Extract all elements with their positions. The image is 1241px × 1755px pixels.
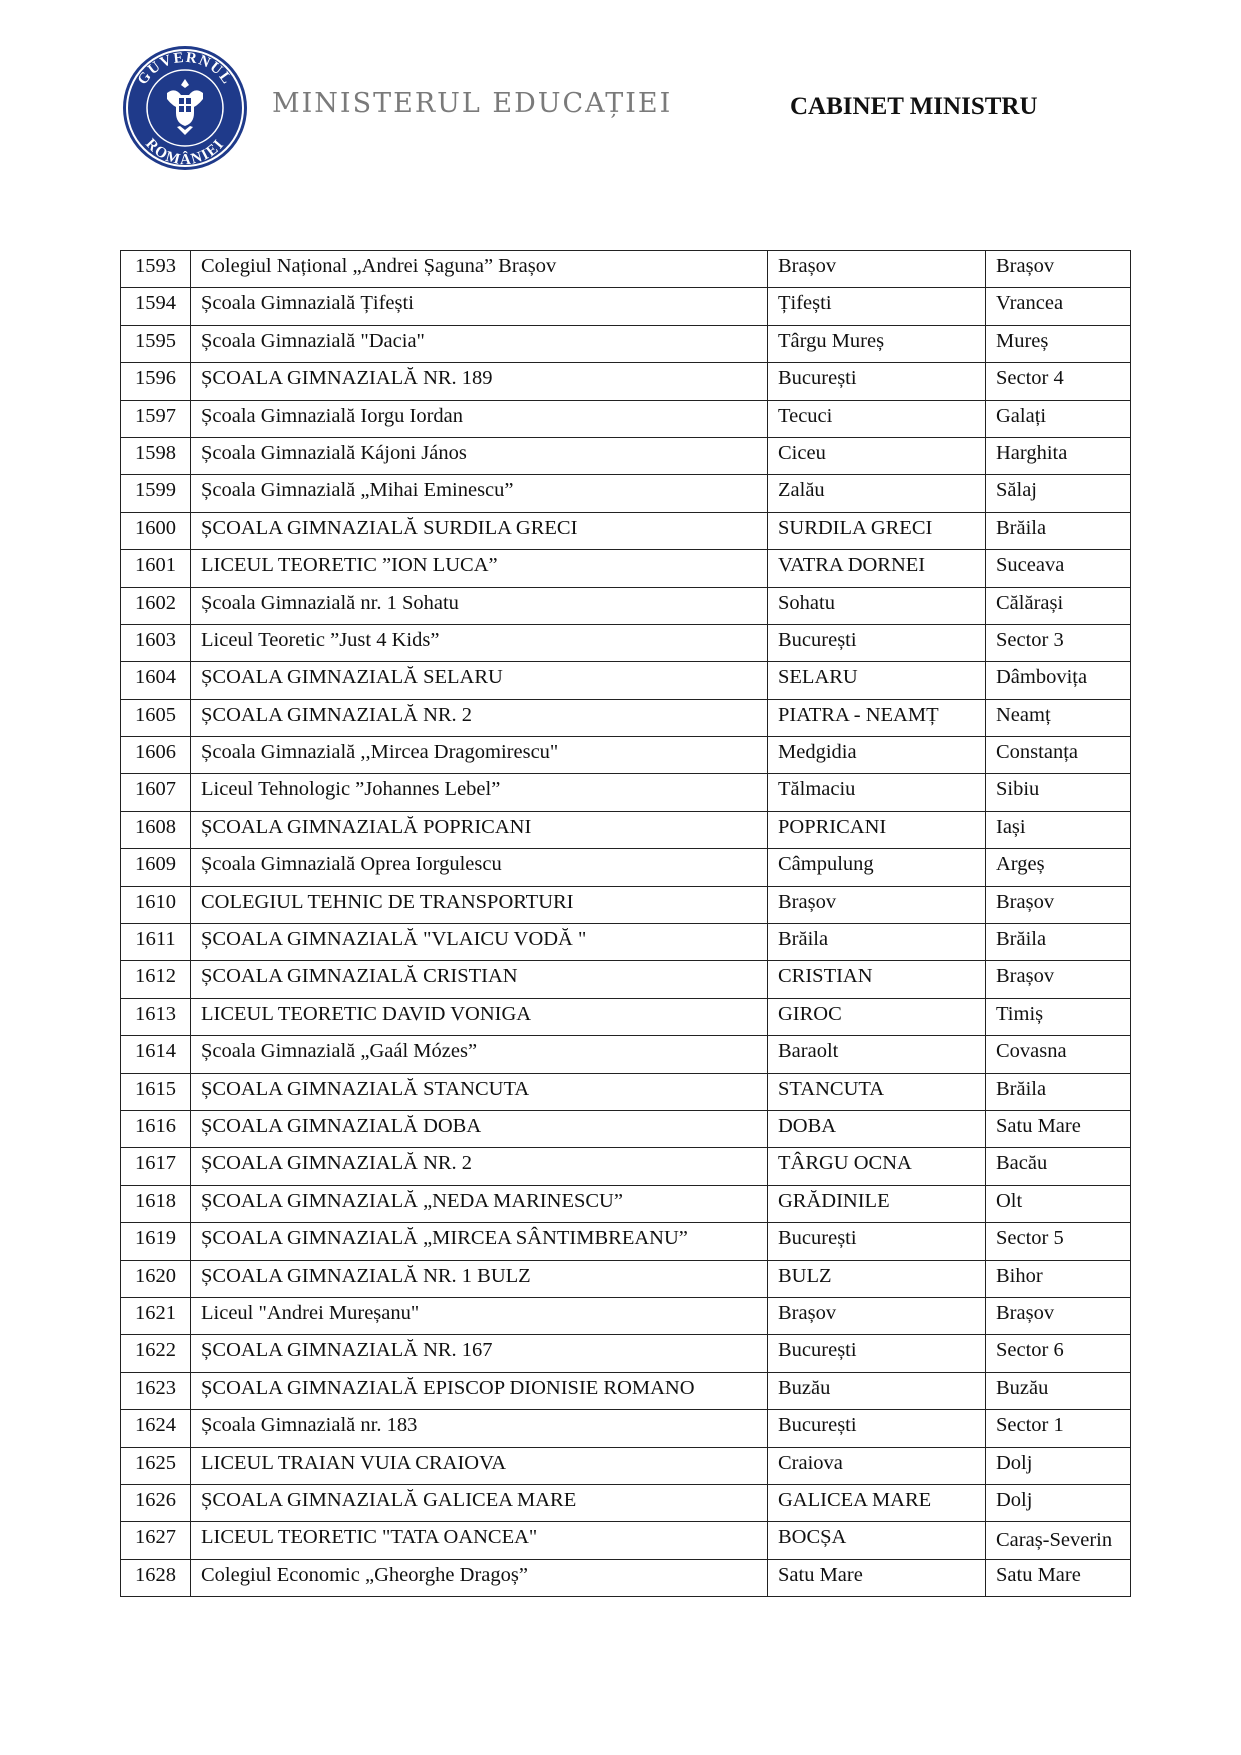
- locality: București: [768, 363, 986, 400]
- county: Harghita: [986, 437, 1131, 474]
- table-row: [121, 811, 1131, 848]
- row-number: 1613: [121, 998, 191, 1035]
- row-number: 1622: [121, 1335, 191, 1372]
- table-row: [121, 1297, 1131, 1334]
- locality: BOCȘA: [768, 1522, 986, 1559]
- table-row: [121, 1223, 1131, 1260]
- county: Buzău: [986, 1372, 1131, 1409]
- ministry-name: MINISTERUL EDUCAȚIEI: [272, 88, 673, 119]
- row-number: 1600: [121, 512, 191, 549]
- table-row: [121, 288, 1131, 325]
- county: Sălaj: [986, 475, 1131, 512]
- county: Brașov: [986, 961, 1131, 998]
- row-number: 1605: [121, 699, 191, 736]
- locality: TÂRGU OCNA: [768, 1148, 986, 1185]
- table-row: [121, 1522, 1131, 1559]
- county: Suceava: [986, 550, 1131, 587]
- school-name: ȘCOALA GIMNAZIALĂ CRISTIAN: [191, 961, 768, 998]
- school-name: ȘCOALA GIMNAZIALĂ SURDILA GRECI: [191, 512, 768, 549]
- svg-text:ROMÂNIEI: ROMÂNIEI: [142, 135, 228, 169]
- county: Brăila: [986, 1073, 1131, 1110]
- county: Sector 1: [986, 1410, 1131, 1447]
- county: Timiș: [986, 998, 1131, 1035]
- locality: Brașov: [768, 251, 986, 288]
- row-number: 1612: [121, 961, 191, 998]
- county: Bacău: [986, 1148, 1131, 1185]
- schools-table-container: [120, 250, 1130, 1597]
- table-row: [121, 1036, 1131, 1073]
- row-number: 1597: [121, 400, 191, 437]
- locality: VATRA DORNEI: [768, 550, 986, 587]
- table-row: [121, 437, 1131, 474]
- row-number: 1621: [121, 1297, 191, 1334]
- school-name: Școala Gimnazială „Gaál Mózes”: [191, 1036, 768, 1073]
- school-name: ȘCOALA GIMNAZIALĂ NR. 2: [191, 699, 768, 736]
- locality: Satu Mare: [768, 1559, 986, 1596]
- row-number: 1602: [121, 587, 191, 624]
- table-row: [121, 325, 1131, 362]
- table-row: [121, 475, 1131, 512]
- county: Sector 5: [986, 1223, 1131, 1260]
- school-name: Liceul "Andrei Mureșanu": [191, 1297, 768, 1334]
- county: Sector 6: [986, 1335, 1131, 1372]
- locality: DOBA: [768, 1110, 986, 1147]
- school-name: Școala Gimnazială "Dacia": [191, 325, 768, 362]
- row-number: 1607: [121, 774, 191, 811]
- county: Sector 3: [986, 624, 1131, 661]
- table-row: [121, 961, 1131, 998]
- county: Sibiu: [986, 774, 1131, 811]
- county: Argeș: [986, 849, 1131, 886]
- table-row: [121, 1372, 1131, 1409]
- table-row: [121, 1484, 1131, 1521]
- locality: GRĂDINILE: [768, 1185, 986, 1222]
- locality: Medgidia: [768, 737, 986, 774]
- county: Dolj: [986, 1484, 1131, 1521]
- locality: Baraolt: [768, 1036, 986, 1073]
- locality: GALICEA MARE: [768, 1484, 986, 1521]
- row-number: 1618: [121, 1185, 191, 1222]
- locality: Zalău: [768, 475, 986, 512]
- school-name: Școala Gimnazială Oprea Iorgulescu: [191, 849, 768, 886]
- row-number: 1596: [121, 363, 191, 400]
- table-row: [121, 1410, 1131, 1447]
- locality: BULZ: [768, 1260, 986, 1297]
- county: Caraș-​Severin: [986, 1522, 1131, 1559]
- table-row: [121, 1073, 1131, 1110]
- locality: SELARU: [768, 662, 986, 699]
- row-number: 1628: [121, 1559, 191, 1596]
- county: Bihor: [986, 1260, 1131, 1297]
- table-row: [121, 737, 1131, 774]
- row-number: 1616: [121, 1110, 191, 1147]
- county: Satu Mare: [986, 1110, 1131, 1147]
- school-name: ȘCOALA GIMNAZIALĂ "VLAICU VODĂ ": [191, 924, 768, 961]
- school-name: Școala Gimnazială Iorgu Iordan: [191, 400, 768, 437]
- row-number: 1615: [121, 1073, 191, 1110]
- school-name: ȘCOALA GIMNAZIALĂ NR. 167: [191, 1335, 768, 1372]
- svg-text:GUVERNUL: GUVERNUL: [134, 49, 236, 88]
- locality: Brăila: [768, 924, 986, 961]
- county: Brăila: [986, 512, 1131, 549]
- county: Covasna: [986, 1036, 1131, 1073]
- school-name: Școala Gimnazială nr. 1 Sohatu: [191, 587, 768, 624]
- table-row: [121, 1335, 1131, 1372]
- county: Neamț: [986, 699, 1131, 736]
- county: Dâmbovița: [986, 662, 1131, 699]
- county: Brașov: [986, 1297, 1131, 1334]
- county: Vrancea: [986, 288, 1131, 325]
- locality: SURDILA GRECI: [768, 512, 986, 549]
- row-number: 1608: [121, 811, 191, 848]
- school-name: ȘCOALA GIMNAZIALĂ NR. 189: [191, 363, 768, 400]
- school-name: Liceul Teoretic ”Just 4 Kids”: [191, 624, 768, 661]
- locality: Tălmaciu: [768, 774, 986, 811]
- locality: CRISTIAN: [768, 961, 986, 998]
- row-number: 1603: [121, 624, 191, 661]
- locality: PIATRA - NEAMȚ: [768, 699, 986, 736]
- school-name: Școala Gimnazială Kájoni János: [191, 437, 768, 474]
- school-name: LICEUL TEORETIC ”ION LUCA”: [191, 550, 768, 587]
- school-name: Școala Gimnazială nr. 183: [191, 1410, 768, 1447]
- locality: Brașov: [768, 1297, 986, 1334]
- table-row: [121, 251, 1131, 288]
- row-number: 1606: [121, 737, 191, 774]
- locality: STANCUTA: [768, 1073, 986, 1110]
- locality: București: [768, 1223, 986, 1260]
- school-name: Colegiul Național „Andrei Șaguna” Brașov: [191, 251, 768, 288]
- page-header: [0, 0, 1241, 200]
- school-name: Liceul Tehnologic ”Johannes Lebel”: [191, 774, 768, 811]
- locality: Tecuci: [768, 400, 986, 437]
- locality: Brașov: [768, 886, 986, 923]
- row-number: 1594: [121, 288, 191, 325]
- row-number: 1619: [121, 1223, 191, 1260]
- table-row: [121, 363, 1131, 400]
- county: Călărași: [986, 587, 1131, 624]
- county: Sector 4: [986, 363, 1131, 400]
- table-row: [121, 1559, 1131, 1596]
- table-row: [121, 1260, 1131, 1297]
- locality: Craiova: [768, 1447, 986, 1484]
- row-number: 1609: [121, 849, 191, 886]
- row-number: 1595: [121, 325, 191, 362]
- row-number: 1625: [121, 1447, 191, 1484]
- county: Olt: [986, 1185, 1131, 1222]
- table-row: [121, 886, 1131, 923]
- school-name: ȘCOALA GIMNAZIALĂ „MIRCEA SÂNTIMBREANU”: [191, 1223, 768, 1260]
- locality: București: [768, 624, 986, 661]
- school-name: ȘCOALA GIMNAZIALĂ NR. 2: [191, 1148, 768, 1185]
- school-name: Școala Gimnazială Țifești: [191, 288, 768, 325]
- row-number: 1623: [121, 1372, 191, 1409]
- locality: Târgu Mureș: [768, 325, 986, 362]
- table-row: [121, 512, 1131, 549]
- table-row: [121, 849, 1131, 886]
- school-name: LICEUL TEORETIC "TATA OANCEA": [191, 1522, 768, 1559]
- row-number: 1617: [121, 1148, 191, 1185]
- row-number: 1611: [121, 924, 191, 961]
- school-name: ȘCOALA GIMNAZIALĂ SELARU: [191, 662, 768, 699]
- locality: Ciceu: [768, 437, 986, 474]
- row-number: 1614: [121, 1036, 191, 1073]
- county: Brașov: [986, 886, 1131, 923]
- locality: Sohatu: [768, 587, 986, 624]
- school-name: ȘCOALA GIMNAZIALĂ EPISCOP DIONISIE ROMANO: [191, 1372, 768, 1409]
- table-row: [121, 400, 1131, 437]
- school-name: ȘCOALA GIMNAZIALĂ NR. 1 BULZ: [191, 1260, 768, 1297]
- table-row: [121, 662, 1131, 699]
- table-row: [121, 1148, 1131, 1185]
- table-row: [121, 998, 1131, 1035]
- table-row: [121, 924, 1131, 961]
- locality: Țifești: [768, 288, 986, 325]
- school-name: Colegiul Economic „Gheorghe Dragoș”: [191, 1559, 768, 1596]
- row-number: 1620: [121, 1260, 191, 1297]
- table-row: [121, 550, 1131, 587]
- school-name: ȘCOALA GIMNAZIALĂ STANCUTA: [191, 1073, 768, 1110]
- table-row: [121, 1185, 1131, 1222]
- office-title: CABINET MINISTRU: [790, 93, 1038, 120]
- school-name: Școala Gimnazială „Mihai Eminescu”: [191, 475, 768, 512]
- row-number: 1598: [121, 437, 191, 474]
- government-seal-icon: [122, 45, 248, 171]
- county: Iași: [986, 811, 1131, 848]
- school-name: LICEUL TRAIAN VUIA CRAIOVA: [191, 1447, 768, 1484]
- county: Constanța: [986, 737, 1131, 774]
- schools-table-body: [121, 251, 1131, 1597]
- table-row: [121, 699, 1131, 736]
- table-row: [121, 624, 1131, 661]
- locality: București: [768, 1410, 986, 1447]
- school-name: ȘCOALA GIMNAZIALĂ DOBA: [191, 1110, 768, 1147]
- row-number: 1599: [121, 475, 191, 512]
- school-name: ȘCOALA GIMNAZIALĂ „NEDA MARINESCU”: [191, 1185, 768, 1222]
- locality: Câmpulung: [768, 849, 986, 886]
- schools-table: [120, 250, 1131, 1597]
- row-number: 1593: [121, 251, 191, 288]
- table-row: [121, 774, 1131, 811]
- school-name: ȘCOALA GIMNAZIALĂ POPRICANI: [191, 811, 768, 848]
- row-number: 1626: [121, 1484, 191, 1521]
- county: Satu Mare: [986, 1559, 1131, 1596]
- county: Mureș: [986, 325, 1131, 362]
- county: Brașov: [986, 251, 1131, 288]
- locality: POPRICANI: [768, 811, 986, 848]
- county: Brăila: [986, 924, 1131, 961]
- row-number: 1604: [121, 662, 191, 699]
- row-number: 1610: [121, 886, 191, 923]
- table-row: [121, 1447, 1131, 1484]
- school-name: COLEGIUL TEHNIC DE TRANSPORTURI: [191, 886, 768, 923]
- row-number: 1601: [121, 550, 191, 587]
- table-row: [121, 587, 1131, 624]
- table-row: [121, 1110, 1131, 1147]
- locality: București: [768, 1335, 986, 1372]
- row-number: 1624: [121, 1410, 191, 1447]
- county: Dolj: [986, 1447, 1131, 1484]
- locality: Buzău: [768, 1372, 986, 1409]
- school-name: ȘCOALA GIMNAZIALĂ GALICEA MARE: [191, 1484, 768, 1521]
- row-number: 1627: [121, 1522, 191, 1559]
- locality: GIROC: [768, 998, 986, 1035]
- county: Galați: [986, 400, 1131, 437]
- school-name: Școala Gimnazială ,,Mircea Dragomirescu": [191, 737, 768, 774]
- school-name: LICEUL TEORETIC DAVID VONIGA: [191, 998, 768, 1035]
